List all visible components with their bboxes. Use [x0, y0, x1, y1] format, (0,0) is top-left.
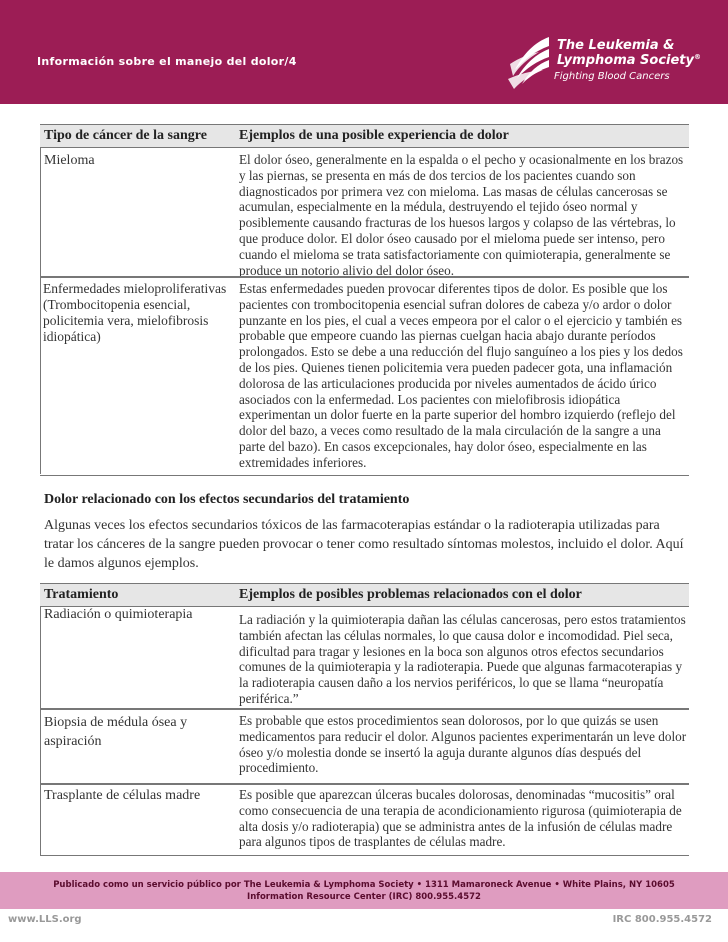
table1-row2-left-border	[40, 278, 41, 474]
footer-publisher-line: Publicado como un servicio público por The Leukemia & Lymphoma Society • 1311 Mamaroneck Avenue • White Plains, NY 10605	[53, 880, 675, 890]
table1-row2-type: Enfermedades mieloproliferativas (Trombocitopenia esencial, policitemia vera, mielofibrosis idiopática)	[43, 281, 227, 344]
table1-header-col2: Ejemplos de una posible experiencia de dolor	[239, 128, 509, 143]
table2-header-col2: Ejemplos de posibles problemas relacionados con el dolor	[239, 587, 582, 602]
footer-band	[0, 872, 728, 909]
table2-row3-treatment: Trasplante de células madre	[44, 788, 201, 803]
footer-irc-line: Information Resource Center (IRC) 800.955.4572	[247, 892, 481, 902]
header-banner	[0, 0, 728, 104]
section-title: Dolor relacionado con los efectos secundarios del tratamiento	[44, 492, 410, 507]
table1-row2-description: Estas enfermedades pueden provocar diferentes tipos de dolor. Es posible que los pacientes con trombocitopenia esencial sufran dolores de cabeza y/o ardor o dolor punzante en los pies, el cual a veces empeora por el calor o el ejercicio y también es probable que empeore cuando las piernas cuelgan hacia abajo durante períodos prolongados. Esto se debe a una reducción del flujo sanguíneo a los pies y los dedos de los pies. Quienes tienen policitemia vera pueden padecer gota, una inflamación dolorosa de las articulaciones producida por niveles aumentados de ácido úrico asociados con la enfermedad. Los pacientes con mielofibrosis idiopática experimentan un dolor fuerte en la parte superior del hombro izquierdo (reflejo del dolor del bazo, a veces como resultado de la mala circulación de la sangre a una parte del bazo). En casos excepcionales, hay dolor óseo, especialmente en las extremidades inferiores.	[239, 281, 683, 470]
section-intro: Algunas veces los efectos secundarios tóxicos de las farmacoterapias estándar o la radioterapia utilizadas para tratar los cánceres de la sangre pueden provocar o tener como resultado síntomas molestos, incluido el dolor. Aquí le damos algunos ejemplos.	[44, 518, 684, 571]
table1-row1-type: Mieloma	[44, 153, 95, 168]
table1-row-divider	[40, 276, 689, 278]
logo-name-line2	[557, 53, 701, 68]
table2-row-divider-2	[40, 783, 689, 785]
table2-row3-left-border	[40, 785, 41, 855]
table2-row2-treatment: Biopsia de médula ósea y aspiración	[44, 715, 188, 749]
page-title: Información sobre el manejo del dolor/4	[37, 55, 297, 68]
table1-row1-description: El dolor óseo, generalmente en la espalda o el pecho y ocasionalmente en los brazos y las piernas, se presenta en más de dos tercios de los pacientes cuando son diagnosticados por primera vez con mieloma. Las masas de células cancerosas se acumulan, especialmente en la médula, destruyendo el tejido óseo normal y posiblemente causando fracturas de los huesos largos y colapso de las vértebras, lo que produce dolor. El dolor óseo causado por el mieloma puede ser intenso, pero cuando el mieloma se trata satisfactoriamente con quimioterapia, generalmente se produce un notorio alivio del dolor óseo.	[239, 152, 684, 278]
irc-phone: IRC 800.955.4572	[612, 914, 712, 925]
table2-header-col1: Tratamiento	[44, 587, 119, 602]
table1-header-rule	[40, 147, 689, 148]
logo-name-line1: The Leukemia &	[557, 38, 675, 53]
table2-row-divider-1	[40, 708, 689, 710]
logo-name-text: Lymphoma Society	[557, 53, 694, 68]
flame-ribbon-logo-icon	[505, 34, 555, 92]
table2-row1-description: La radiación y la quimioterapia dañan las células cancerosas, pero estos tratamientos también afectan las células normales, lo que causa dolor e incomodidad. Piel seca, dificultad para tragar y lesiones en la boca son algunos otros efectos secundarios comunes de la quimioterapia y la radioterapia. Puede que algunas farmacoterapias y la radioterapia causen daño a los nervios periféricos, lo que se llama “neuropatía periférica.”	[239, 612, 686, 706]
table2-bottom-rule	[40, 855, 689, 856]
table2-row2-left-border	[40, 710, 41, 783]
lls-logo[interactable]	[505, 34, 705, 94]
table1-header-col1: Tipo de cáncer de la sangre	[44, 128, 207, 143]
table2-row3-description: Es posible que aparezcan úlceras bucales dolorosas, denominadas “mucositis” oral como consecuencia de una terapia de acondicionamiento rigurosa (quimioterapia de alta dosis y/o radioterapia) que se administra antes de la infusión de células madre para algunos tipos de trasplantes de células madre.	[239, 787, 682, 850]
registered-mark: ®	[694, 53, 701, 61]
table2-row1-left-border	[40, 607, 41, 708]
table2-row1-treatment: Radiación o quimioterapia	[44, 607, 193, 622]
logo-tagline: Fighting Blood Cancers	[554, 71, 670, 82]
table1-row1-left-border	[40, 148, 41, 276]
table1-bottom-rule	[40, 475, 689, 476]
website-link[interactable]: www.LLS.org	[8, 914, 82, 925]
table2-row2-description: Es probable que estos procedimientos sean dolorosos, por lo que quizás se usen medicamentos para reducir el dolor. Algunos pacientes experimentarán un leve dolor óseo y/o molestia donde se insertó la aguja durante algunos días después del procedimiento.	[239, 713, 687, 776]
